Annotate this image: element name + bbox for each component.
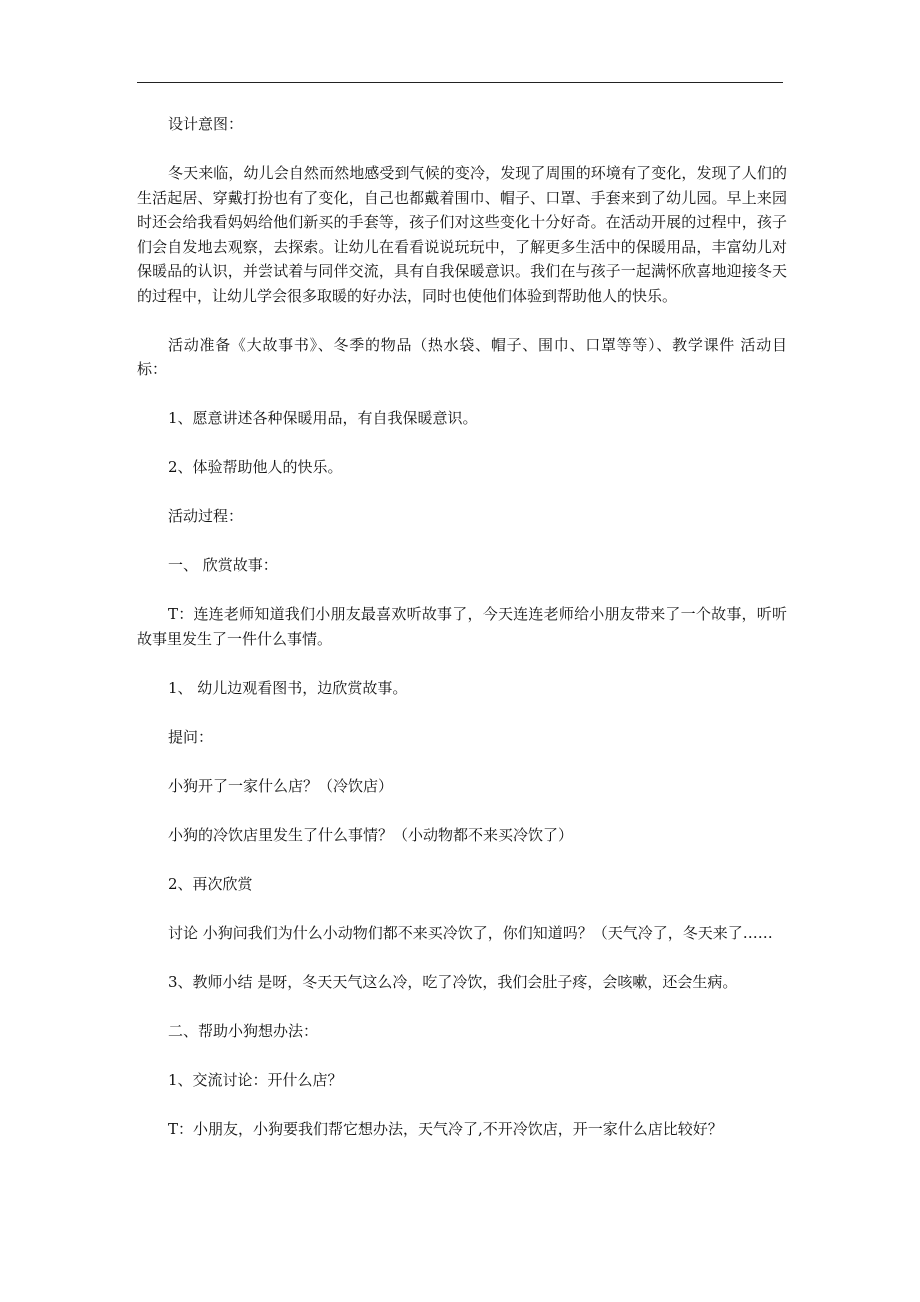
paragraph-teacher-summary: 3、教师小结 是呀，冬天天气这么冷，吃了冷饮，我们会肚子疼，会咳嗽，还会生病。 (168, 972, 738, 991)
paragraph-design-intent-body: 冬天来临，幼儿会自然而然地感受到气候的变冷，发现了周围的环境有了变化，发现了人们的生活起居、穿戴打扮也有了变化，自己也都戴着围巾、帽子、口罩、手套来到了幼儿园。早上来园时还会给我看妈妈给他们新买的手套等，孩子们对这些变化十分好奇。在活动开展的过程中，孩子们会自发地去观察，去探索。让幼儿在看看说说玩玩中，了解更多生活中的保暖用品，丰富幼儿对保暖品的认识，并尝试着与同伴交流，具有自我保暖意识。我们在与孩子一起满怀欣喜地迎接冬天的过程中，让幼儿学会很多取暖的好办法，同时也使他们体验到帮助他人的快乐。 (137, 164, 787, 305)
header-rule (137, 82, 783, 83)
paragraph-question-2: 小狗的冷饮店里发生了什么事情？（小动物都不来买冷饮了） (168, 825, 574, 844)
paragraph-section-2-heading: 二、帮助小狗想办法： (168, 1021, 319, 1040)
paragraph-teacher-question: T：小朋友，小狗要我们帮它想办法，天气冷了,不开冷饮店，开一家什么店比较好？ (168, 1119, 723, 1138)
paragraph-goal-2: 2、体验帮助他人的快乐。 (168, 458, 343, 476)
paragraph-questions-heading: 提问： (168, 727, 214, 746)
document-body (137, 112, 787, 1166)
paragraph-question-1: 小狗开了一家什么店？（冷饮店） (168, 776, 394, 795)
paragraph-step-2: 2、再次欣赏 (168, 874, 253, 893)
paragraph-discussion: 讨论 小狗问我们为什么小动物们都不来买冷饮了，你们知道吗？（天气冷了，冬天来了…… (168, 923, 773, 942)
paragraph-design-intent-heading: 设计意图： (168, 115, 244, 133)
paragraph-step-1: 1、 幼儿边观看图书，边欣赏故事。 (168, 678, 408, 697)
paragraph-teacher-intro: T：连连老师知道我们小朋友最喜欢听故事了，今天连连老师给小朋友带来了一个故事，听听故事里发生了一件什么事情。 (137, 605, 787, 648)
paragraph-exchange-discussion: 1、交流讨论：开什么店？ (168, 1070, 343, 1089)
paragraph-process-heading: 活动过程： (168, 507, 244, 525)
paragraph-goal-1: 1、愿意讲述各种保暖用品，有自我保暖意识。 (168, 409, 478, 427)
paragraph-preparation-and-goals: 活动准备《大故事书》、冬季的物品（热水袋、帽子、围巾、口罩等等）、教学课件 活动目标： (137, 335, 787, 378)
paragraph-section-1-heading: 一、 欣赏故事： (168, 556, 278, 574)
